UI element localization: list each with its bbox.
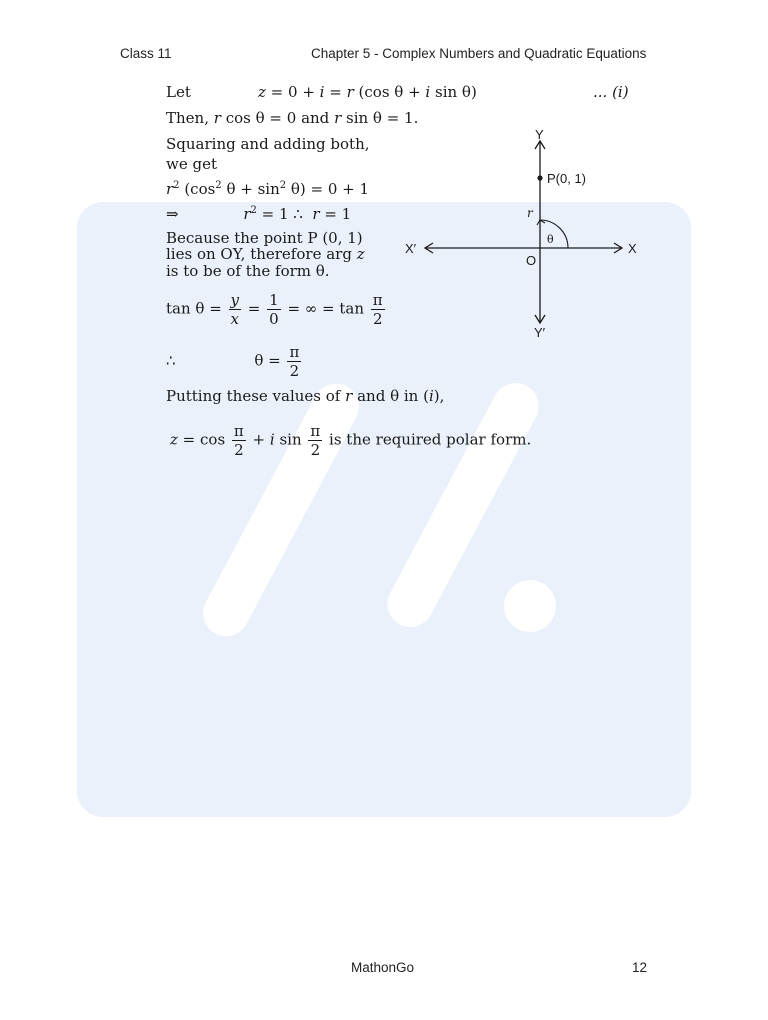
header-class-label: Class 11	[120, 46, 172, 61]
label-y-neg: Y′	[534, 325, 546, 340]
fraction-pi-over-2: $\frac{\pi}{2}$	[372, 291, 383, 328]
label-point-p: P(0, 1)	[547, 171, 587, 186]
equation-tan-theta: tan θ = $\frac{y}{x}$ = $\frac{1}{0}$ = ∞ = tan $\frac{\pi}{2}$	[166, 291, 383, 328]
fraction-y-over-x: $\frac{y}{x}$	[230, 291, 240, 328]
line-then: Then, r cos θ = 0 and r sin θ = 1.	[166, 109, 419, 127]
putting-text: Putting these values of	[166, 387, 341, 405]
label-x-neg: X′	[405, 241, 417, 256]
footer-page-number: 12	[632, 960, 648, 975]
angle-arc	[540, 220, 568, 248]
line-we-get: we get	[166, 155, 217, 173]
line-putting: Putting these values of r and θ in (i),	[166, 387, 445, 405]
fraction-pi-over-2-theta: $\frac{\pi}{2}$	[289, 343, 300, 380]
label-angle: θ	[547, 233, 554, 246]
line-because-1: Because the point P (0, 1)	[166, 229, 363, 247]
line-because-3: is to be of the form θ.	[166, 262, 330, 280]
watermark-dot	[504, 580, 556, 632]
line-squaring: Squaring and adding both,	[166, 135, 370, 153]
argand-diagram	[400, 125, 650, 345]
label-origin: O	[526, 253, 537, 268]
putting-suffix: ,	[439, 387, 445, 405]
and-theta-text: and θ in	[357, 387, 419, 405]
because-2-text: lies on OY, therefore arg	[166, 245, 352, 263]
label-x: X	[628, 241, 637, 256]
point-p	[537, 175, 542, 180]
footer-brand: MathonGo	[351, 960, 415, 975]
equation-z-polar: z = 0 + i = r (cos θ + i sin θ)	[258, 83, 477, 101]
equation-ref-i: ... (i)	[593, 83, 629, 101]
label-y: Y	[535, 127, 544, 142]
line-let	[166, 83, 191, 101]
polar-form-text: is the required polar form.	[329, 430, 532, 449]
equation-polar-form: z = cos $\frac{\pi}{2}$ + i sin $\frac{\pi}{2}$ is the required polar form.	[170, 422, 532, 459]
then-text: Then,	[166, 109, 209, 127]
fraction-pi-over-2-sin: $\frac{\pi}{2}$	[310, 422, 321, 459]
let-text: Let	[166, 83, 191, 101]
and-text: and	[301, 109, 330, 127]
header-chapter-title: Chapter 5 - Complex Numbers and Quadratic Equations	[311, 46, 647, 61]
equation-r-result: ⇒ $r^2 = 1$ ∴ r = 1	[166, 205, 352, 223]
fraction-pi-over-2-cos: $\frac{\pi}{2}$	[233, 422, 244, 459]
line-because-2: lies on OY, therefore arg z	[166, 245, 365, 263]
equation-theta-value: ∴ θ = $\frac{\pi}{2}$	[166, 343, 300, 380]
label-radius: r	[527, 206, 533, 220]
equation-r-squared-sum: $r^2$ ($\cos^2$ $\theta + \sin^2 \theta) = 0 + 1$	[166, 180, 370, 198]
fraction-1-over-0: $\frac{1}{0}$	[269, 291, 279, 328]
